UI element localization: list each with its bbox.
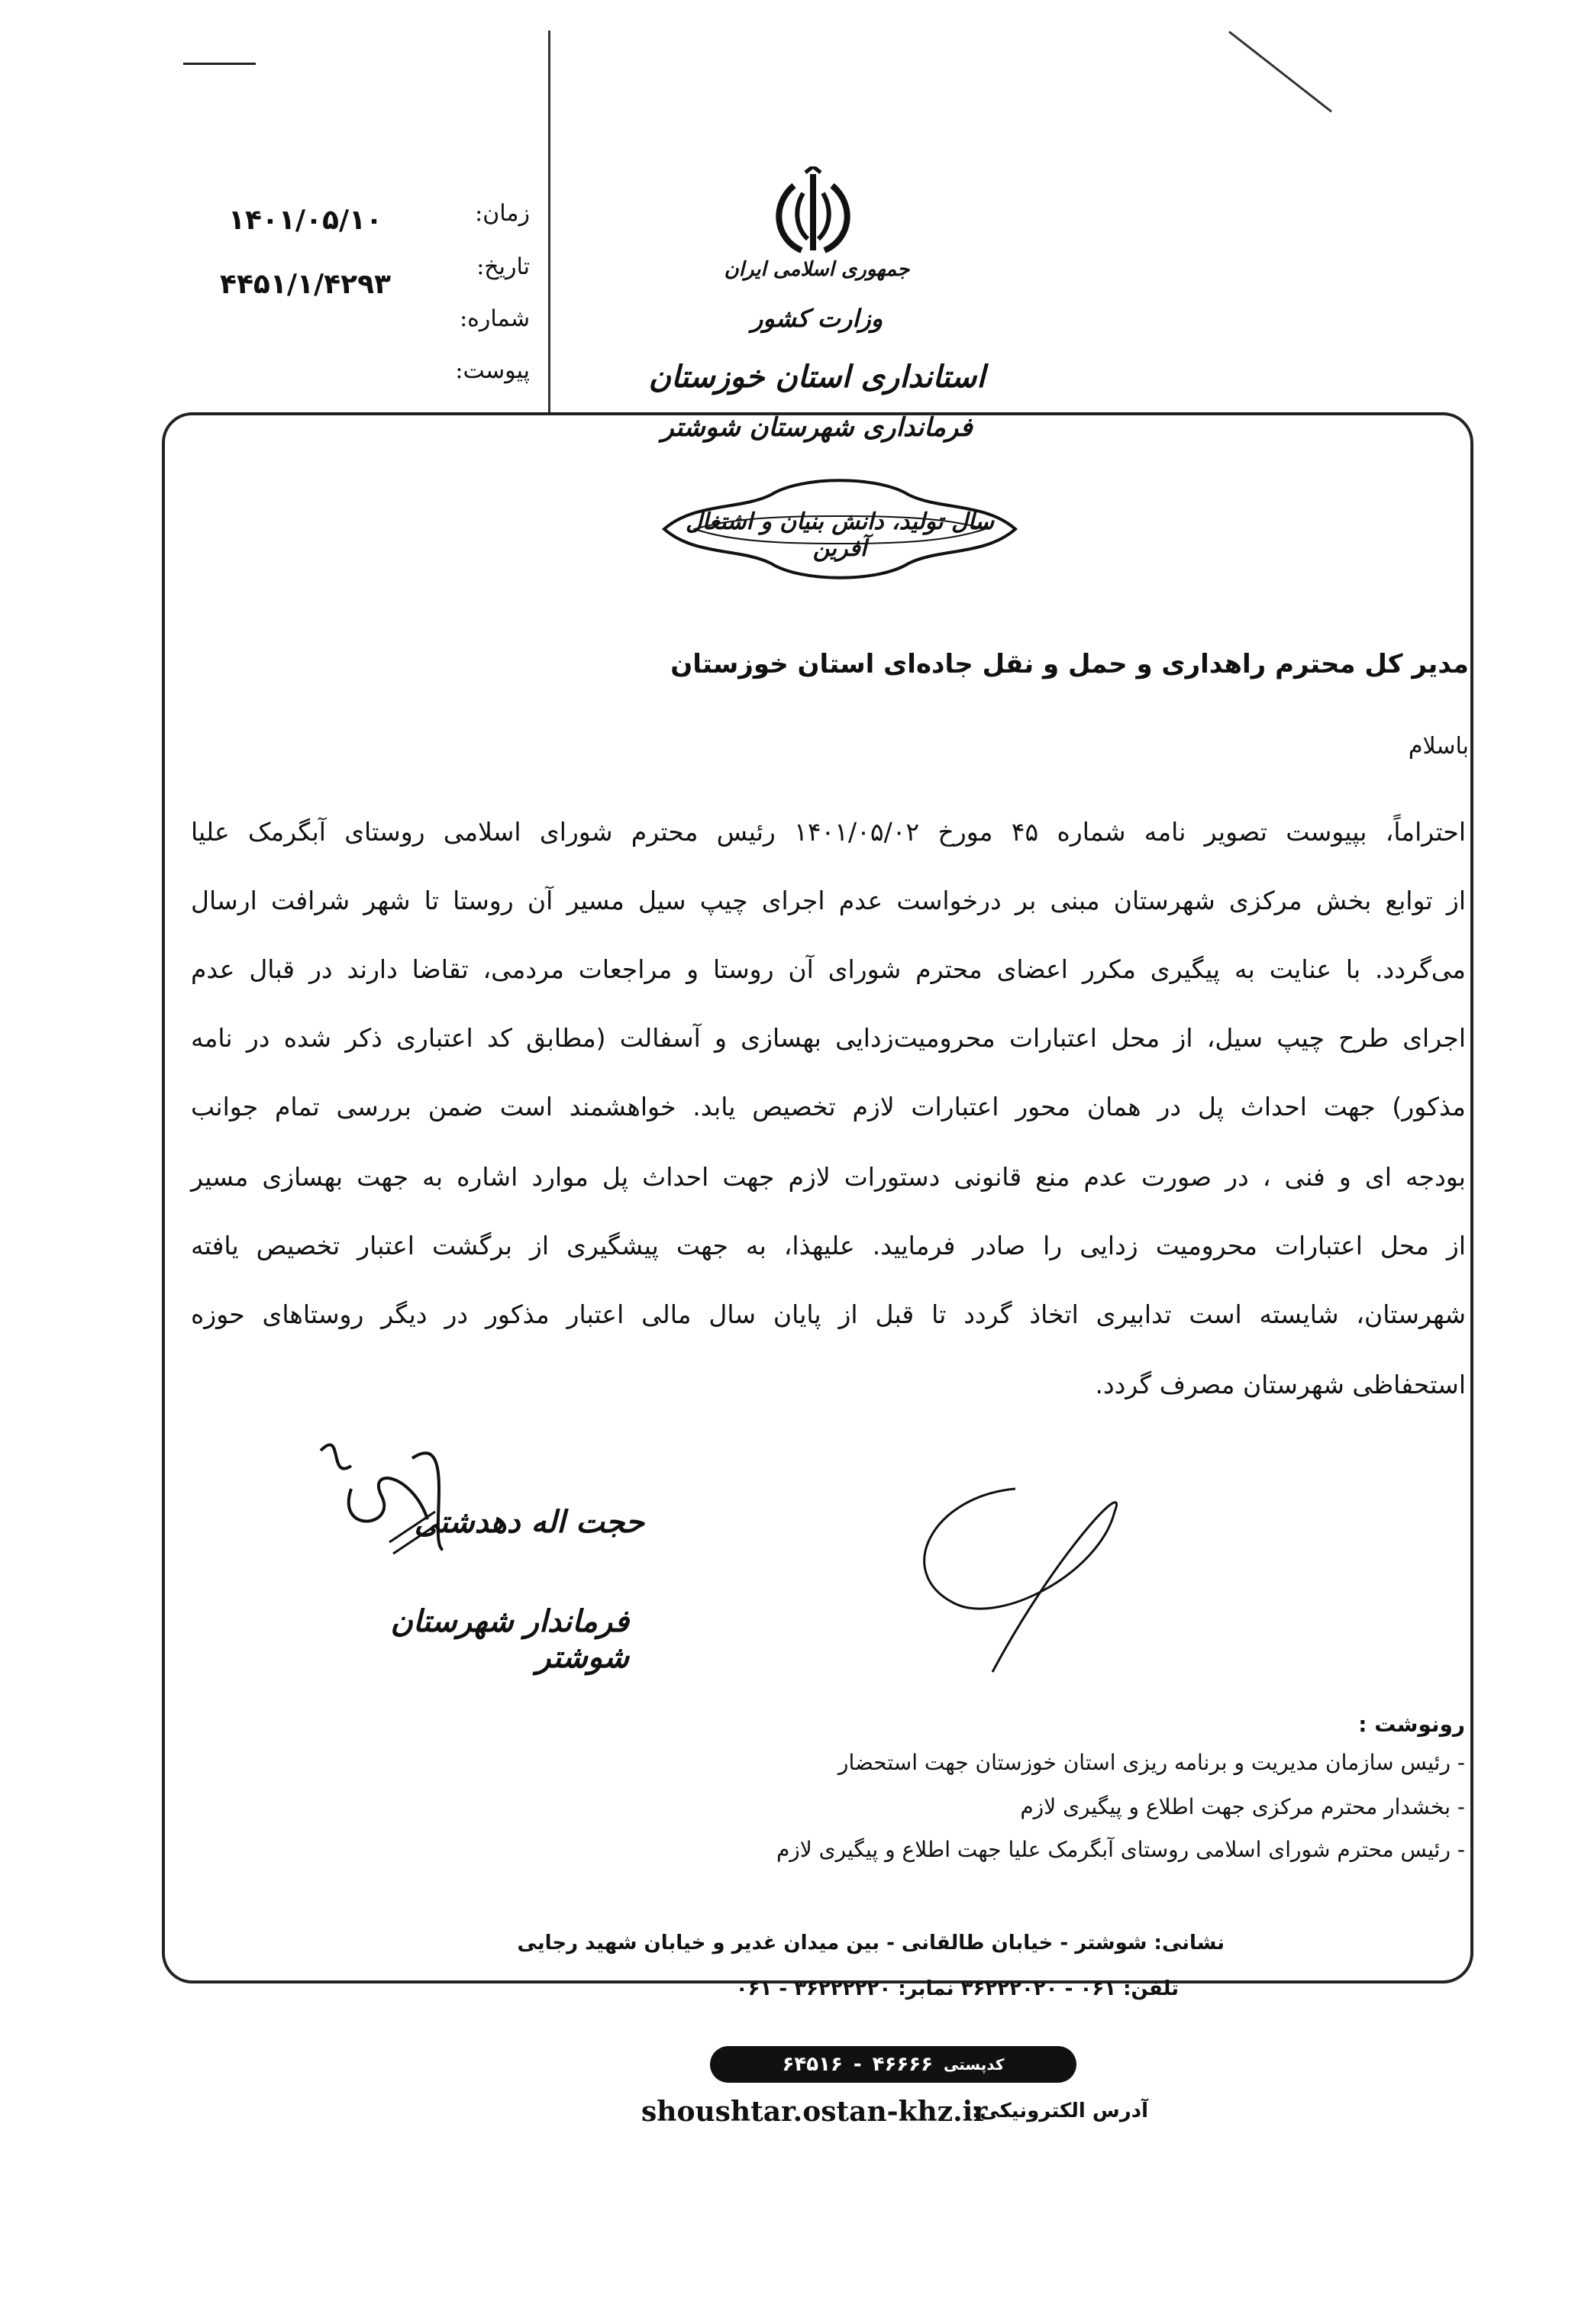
cc-item: - بخشدار محترم مرکزی جهت اطلاع و پیگیری لازم (1020, 1794, 1465, 1819)
postal-code-separator: - (853, 2053, 862, 2076)
body-line: می‌گردد. با عنایت به پیگیری مکرر اعضای محترم شورای آن روستا و مراجعات مردمی، تقاضا دارند در قبال عدم (191, 954, 1466, 984)
postal-code-part2: ۴۶۶۶۶ (872, 2053, 934, 2076)
cc-item: - رئیس محترم شورای اسلامی روستای آبگرمک علیا جهت اطلاع و پیگیری لازم (776, 1837, 1465, 1862)
addressee: مدیر کل محترم راهداری و حمل و نقل جاده‌ای استان خوزستان (670, 649, 1469, 679)
body-line: شهرستان، شایسته است تدابیری اتخاذ گردد تا قبل از پایان سال مالی اعتبار مذکور در دیگر روستاهای حوزه (191, 1299, 1466, 1329)
signatory-name: حجت اله دهدشتی (414, 1504, 644, 1540)
header-governorate: استانداری استان خوزستان (648, 359, 986, 395)
time-label: زمان: (475, 200, 530, 227)
date-value: ۱۴۰۱/۰۵/۱۰ (228, 205, 383, 236)
header-ministry: وزارت کشور (750, 304, 883, 333)
cc-item: - رئیس سازمان مدیریت و برنامه ریزی استان خوزستان جهت استحضار (837, 1750, 1465, 1775)
iran-emblem-icon (763, 166, 863, 266)
attachment-label: پیوست: (455, 357, 530, 384)
handwritten-paraph (840, 1481, 1160, 1710)
body-line: مذکور) جهت احداث پل در همان محور اعتبارات لازم تخصیص یابد. خواهشمند است ضمن بررسی تمام جوانب (191, 1092, 1466, 1122)
body-line: احتراماً، بپیوست تصویر نامه شماره ۴۵ مورخ ۱۴۰۱/۰۵/۰۲ رئیس محترم شورای اسلامی روستای آبگرمک علیا (191, 817, 1466, 847)
footer-address: نشانی: شوشتر - خیابان طالقانی - بین میدان غدیر و خیابان شهید رجایی (517, 1932, 1225, 1954)
number-value: ۴۴۵۱/۱/۴۲۹۳ (219, 269, 392, 300)
letter-frame (162, 412, 1473, 1983)
scan-mark-line (183, 63, 256, 65)
header-divider (548, 31, 550, 412)
greeting: باسلام (1408, 733, 1469, 760)
signatory-title: فرماندار شهرستان شوشتر (390, 1603, 629, 1675)
body-line: بودجه ای و فنی ، در صورت عدم منع قانونی دستورات لازم جهت احداث پل موارد اشاره به جهت بهسازی مسیر (191, 1162, 1466, 1192)
date-label: تاریخ: (476, 253, 530, 280)
number-label: شماره: (460, 305, 530, 332)
postal-code-badge (710, 2046, 1076, 2083)
body-line: از توابع بخش مرکزی شهرستان مبنی بر درخواست عدم اجرای چیپ سیل مسیر آن روستا تا شهر شرافت ارسال (191, 886, 1466, 915)
postal-code-part1: ۶۴۵۱۶ (782, 2053, 843, 2076)
body-line-last: استحفاظی شهرستان مصرف گردد. (1095, 1370, 1466, 1399)
scan-mark-diagonal (1228, 31, 1332, 112)
slogan-text: سال تولید، دانش بنیان و اشتغال آفرین (685, 508, 995, 562)
email-label: آدرس الکترونیکی: (971, 2100, 1148, 2122)
body-line: اجرای طرح چیپ سیل، از محل اعتبارات محرومیت‌زدایی بهسازی و آسفالت (مطابق کد اعتباری ذکر شده در نامه (191, 1023, 1466, 1053)
header-republic: جمهوری اسلامی ایران (724, 258, 910, 281)
postal-code-label: کدپستی (944, 2055, 1005, 2074)
header-county-office: فرمانداری شهرستان شوشتر (661, 412, 973, 443)
cc-label: رونوشت : (1358, 1712, 1465, 1737)
footer-phone: تلفن: ۰۶۱ - ۳۶۲۲۲۰۲۰ نمابر: ۳۶۲۲۲۲۲۰ - ۰۶۱ (735, 1977, 1179, 2000)
website-link[interactable]: shoushtar.ostan-khz.ir (641, 2096, 988, 2128)
body-line: از محل اعتبارات محرومیت زدایی را صادر فرمایید. علیهذا، به جهت پیشگیری از برگشت اعتبار تخصیص یافته (191, 1231, 1466, 1260)
